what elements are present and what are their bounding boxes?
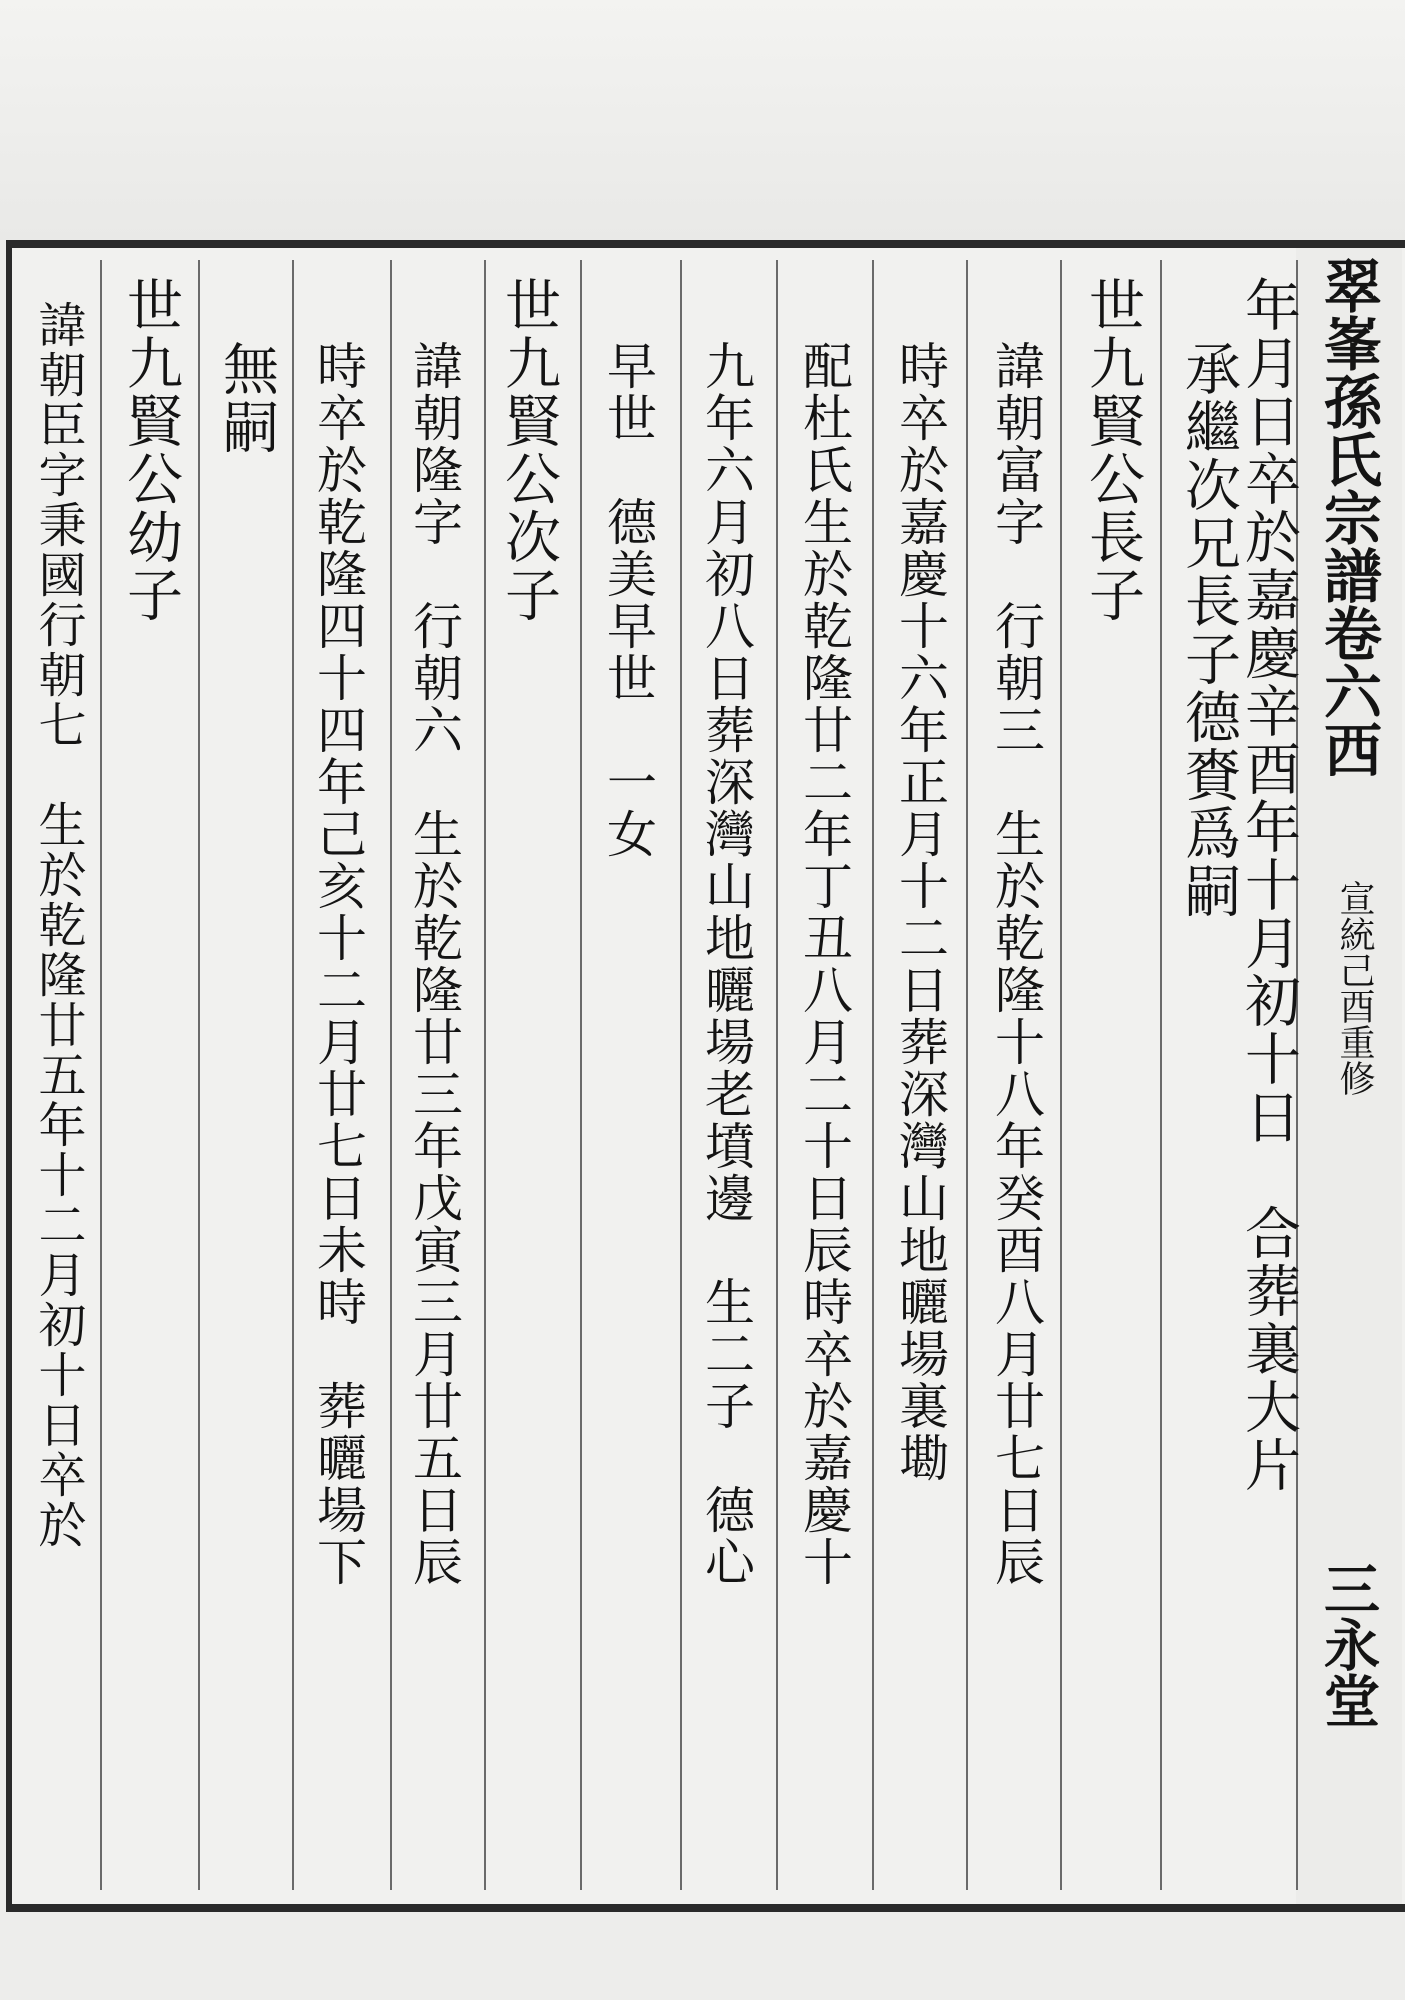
edition-note: 宣統己酉重修 [1334,880,1375,1096]
text-column-11: 時卒於乾隆四十四年己亥十二月廿七日未時 葬曬場下 [309,340,367,1588]
text-column-14: 諱朝臣字秉國行朝七 生於乾隆廿五年十二月初十日卒於 [30,300,86,1550]
text-column-5: 時卒於嘉慶十六年正月十二日葬深灣山地曬場裏墈 [891,340,949,1484]
column-rule [198,260,200,1890]
text-column-2: 承繼次兄長子德賚爲嗣 [1176,340,1241,920]
text-column-7: 九年六月初八日葬深灣山地曬場老墳邊 生二子 德心 [697,340,755,1588]
text-column-8: 早世 德美早世 一女 [599,340,657,860]
column-rule [292,260,294,1890]
column-rule [776,260,778,1890]
column-rule [390,260,392,1890]
text-column-9: 世九賢公次子 [496,276,561,624]
text-column-10: 諱朝隆字 行朝六 生於乾隆廿三年戊寅三月廿五日辰 [405,340,463,1588]
column-rule [966,260,968,1890]
text-column-12: 無嗣 [214,340,279,456]
text-column-3: 世九賢公長子 [1080,276,1145,624]
column-rule [580,260,582,1890]
text-column-13: 世九賢公幼子 [118,276,183,624]
column-rule [100,260,102,1890]
hall-name: 三永堂 [1315,1560,1381,1728]
column-rule [680,260,682,1890]
text-column-6: 配杜氏生於乾隆廿二年丁丑八月二十日辰時卒於嘉慶十 [795,340,853,1588]
book-title [1316,256,1380,778]
column-rule [1060,260,1062,1890]
text-column-1: 年月日卒於嘉慶辛酉年十月初十日 合葬裏大片 [1236,276,1301,1494]
page-top-margin [0,0,1405,240]
text-column-4: 諱朝富字 行朝三 生於乾隆十八年癸酉八月廿七日辰 [987,340,1045,1588]
column-rule [872,260,874,1890]
volume-label: 卷六西 [1314,604,1382,778]
book-title-text: 翠峯孫氏宗譜 [1314,256,1382,604]
column-rule [1160,260,1162,1890]
column-rule [484,260,486,1890]
